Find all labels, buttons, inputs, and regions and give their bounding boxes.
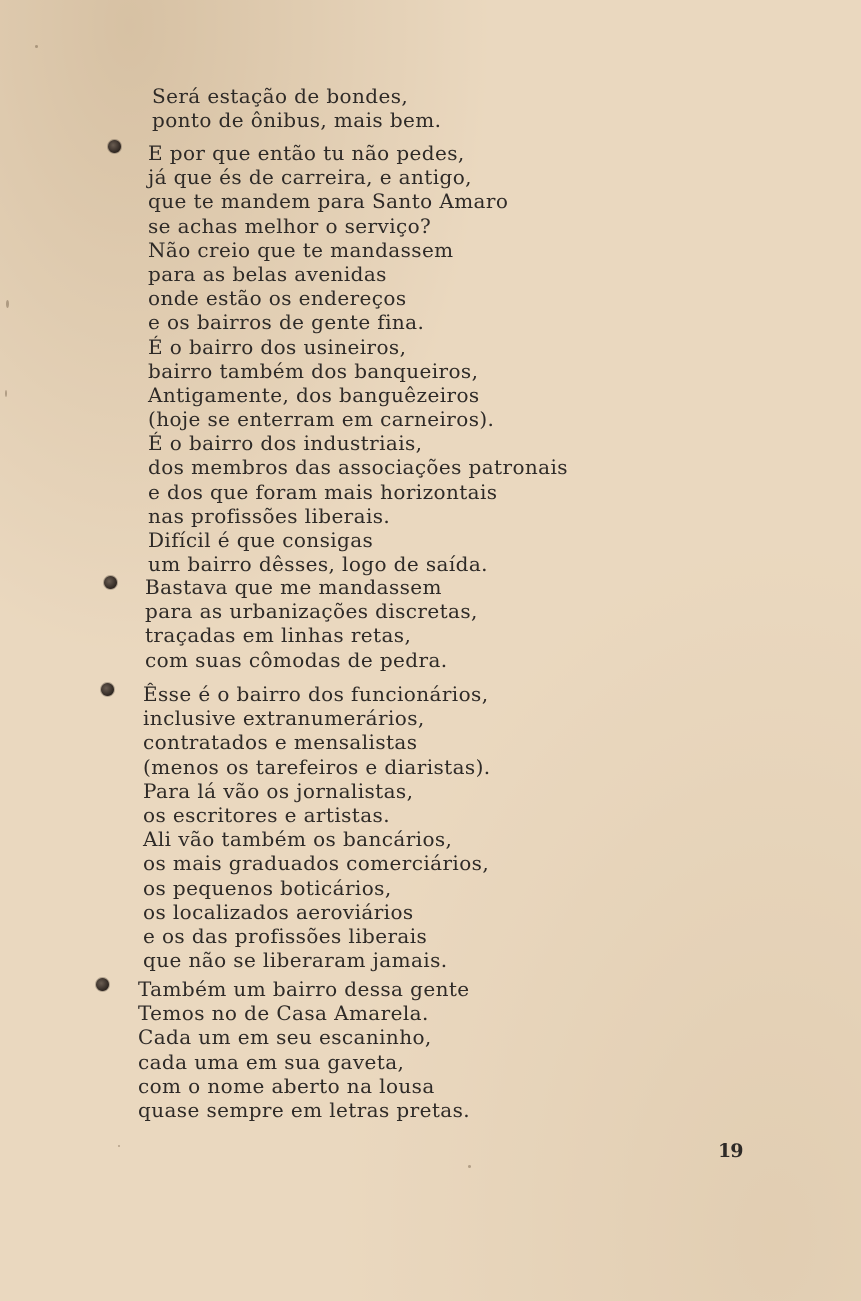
stanza-marker-icon <box>101 683 114 696</box>
paper-speck <box>6 300 9 308</box>
verse-line: (menos os tarefeiros e diaristas). <box>143 754 491 779</box>
verse-line: cada uma em sua gaveta, <box>138 1049 405 1074</box>
stanza-2 <box>148 141 568 576</box>
verse-line: Será estação de bondes, <box>152 84 409 108</box>
verse-line: dos membros das associações patronais <box>148 455 568 480</box>
verse-line: É o bairro dos usineiros, <box>148 334 407 359</box>
paper-speck <box>468 1165 471 1168</box>
verse-line: Cada um em seu escaninho, <box>138 1025 432 1050</box>
verse-line: ponto de ônibus, mais bem. <box>152 108 442 133</box>
verse-line: se achas melhor o serviço? <box>148 213 432 238</box>
stanza-5 <box>138 977 470 1122</box>
verse-line: Ali vão também os bancários, <box>143 827 453 852</box>
verse-line: bairro também dos banqueiros, <box>148 358 479 383</box>
verse-line: os pequenos boticários, <box>143 875 392 900</box>
verse-line: Também um bairro dessa gente <box>138 977 470 1001</box>
verse-line: (hoje se enterram em carneiros). <box>148 407 495 432</box>
verse-line: Não creio que te mandassem <box>148 237 454 262</box>
verse-line: os mais graduados comerciários, <box>143 851 490 876</box>
verse-line: Difícil é que consigas <box>148 528 374 552</box>
verse-line: nas profissões liberais. <box>148 503 391 528</box>
verse-line: que não se liberaram jamais. <box>143 948 448 973</box>
verse-line: já que és de carreira, e antigo, <box>148 165 472 190</box>
verse-line: Temos no de Casa Amarela. <box>138 1001 429 1026</box>
verse-line: inclusive extranumerários, <box>143 706 425 731</box>
verse-line: Antigamente, dos banguêzeiros <box>148 382 480 407</box>
verse-line: E por que então tu não pedes, <box>148 141 465 165</box>
verse-line: um bairro dêsses, logo de saída. <box>148 552 488 577</box>
stanza-marker-icon <box>96 978 109 991</box>
stanza-marker-icon <box>104 576 117 589</box>
verse-line: traçadas em linhas retas, <box>145 623 412 648</box>
paper-speck <box>35 45 38 48</box>
stanza-3 <box>145 575 478 672</box>
stanza-4 <box>143 682 491 972</box>
verse-line: os escritores e artistas. <box>143 802 390 827</box>
verse-line: Bastava que me mandassem <box>145 575 442 599</box>
verse-line: e dos que foram mais horizontais <box>148 479 498 504</box>
verse-line: com o nome aberto na lousa <box>138 1073 435 1098</box>
verse-line: É o bairro dos industriais, <box>148 431 423 456</box>
paper-speck <box>118 1145 120 1147</box>
paper-speck <box>5 390 7 397</box>
verse-line: e os das profissões liberais <box>143 923 428 948</box>
verse-line: com suas cômodas de pedra. <box>145 647 448 672</box>
verse-line: para as urbanizações discretas, <box>145 599 478 624</box>
verse-line: Êsse é o bairro dos funcionários, <box>143 682 489 706</box>
verse-line: Para lá vão os jornalistas, <box>143 778 414 803</box>
verse-line: que te mandem para Santo Amaro <box>148 189 509 214</box>
verse-line: e os bairros de gente fina. <box>148 310 425 335</box>
verse-line: onde estão os endereços <box>148 286 407 311</box>
verse-line: para as belas avenidas <box>148 261 387 286</box>
page-number: 19 <box>718 1140 743 1162</box>
verse-line: os localizados aeroviários <box>143 899 414 924</box>
stanza-1 <box>152 84 441 132</box>
verse-line: quase sempre em letras pretas. <box>138 1097 470 1122</box>
verse-line: contratados e mensalistas <box>143 730 418 755</box>
stanza-marker-icon <box>108 140 121 153</box>
